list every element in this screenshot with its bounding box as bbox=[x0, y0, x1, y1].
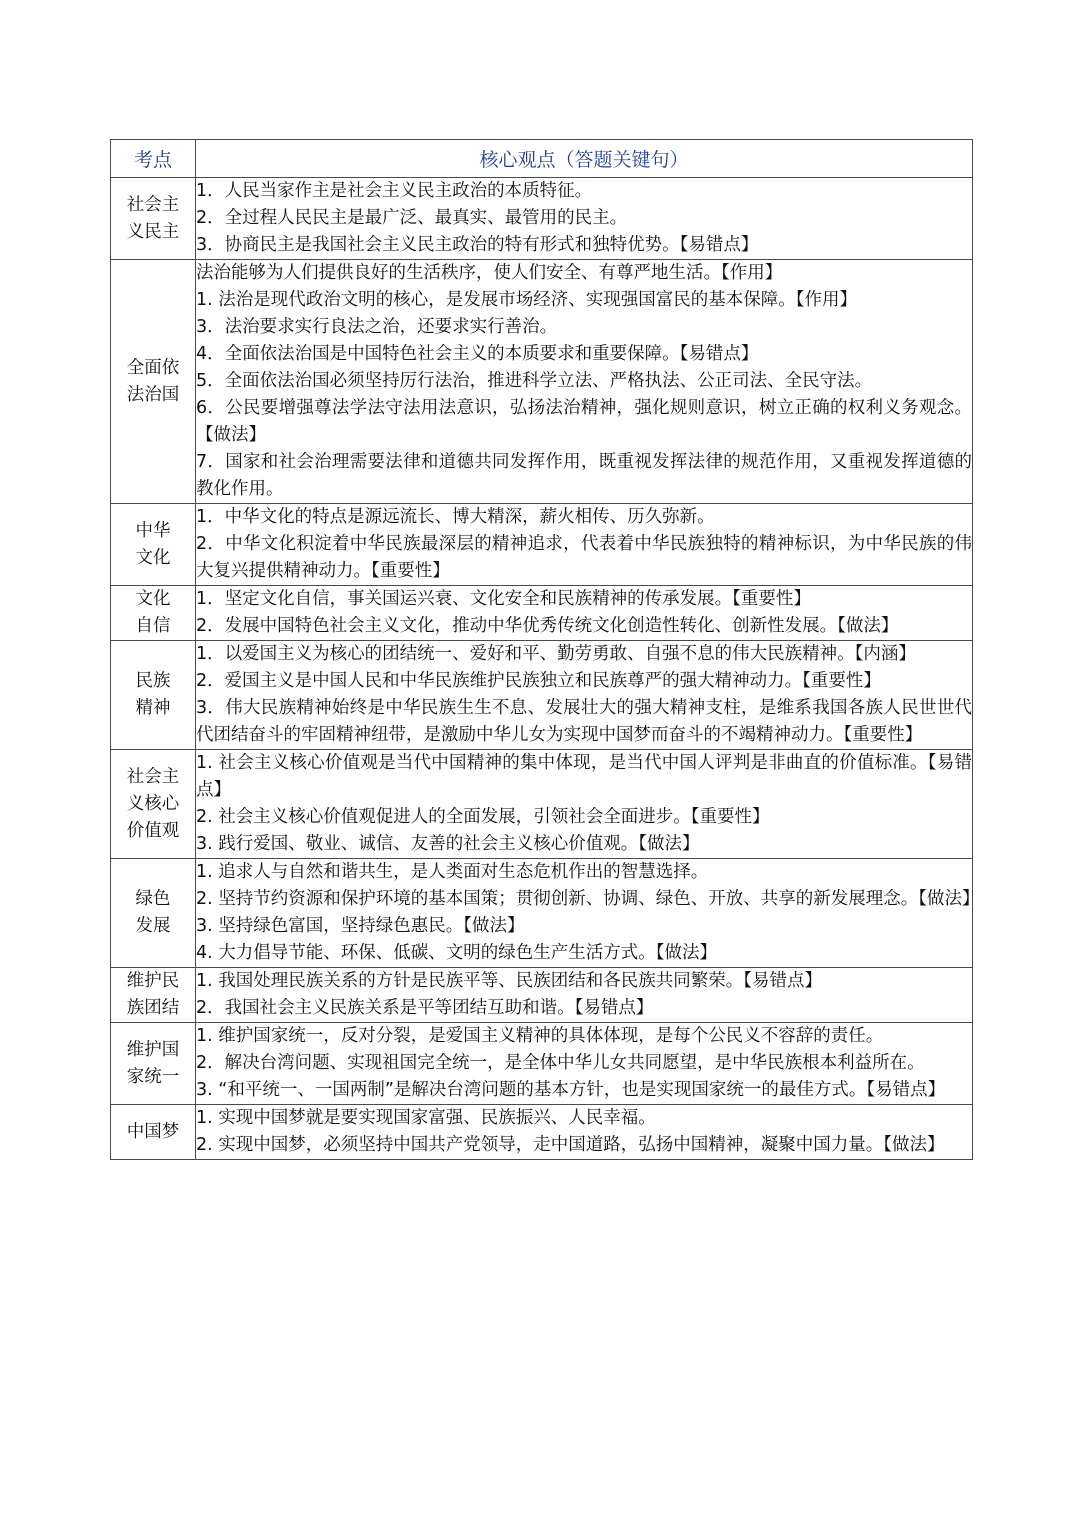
table-row bbox=[111, 586, 973, 641]
topic-cell bbox=[111, 1105, 196, 1160]
topic-cell bbox=[111, 504, 196, 586]
table-row bbox=[111, 750, 973, 859]
topic-label: 绿色 发展 bbox=[135, 889, 171, 936]
point-line: 2．解决台湾问题、实现祖国完全统一，是全体中华儿女共同愿望，是中华民族根本利益所在。 bbox=[196, 1053, 925, 1073]
point-line: 3. 践行爱国、敬业、诚信、友善的社会主义核心价值观。【做法】 bbox=[196, 834, 700, 854]
topic-label: 中国梦 bbox=[126, 1121, 180, 1142]
point-line: 2．中华文化积淀着中华民族最深层的精神追求，代表着中华民族独特的精神标识，为中华民族的伟大复兴提供精神动力。【重要性】 bbox=[196, 534, 972, 581]
table-row bbox=[111, 504, 973, 586]
point-line: 3．伟大民族精神始终是中华民族生生不息、发展壮大的强大精神支柱，是维系我国各族人民世世代代团结奋斗的牢固精神纽带，是激励中华儿女为实现中国梦而奋斗的不竭精神动力。【重要性】 bbox=[196, 698, 972, 745]
topic-label: 中华 文化 bbox=[135, 520, 171, 568]
point-line: 4．全面依法治国是中国特色社会主义的本质要求和重要保障。【易错点】 bbox=[196, 344, 759, 364]
topic-cell bbox=[111, 586, 196, 641]
points-cell bbox=[196, 1023, 973, 1105]
point-line: 4. 大力倡导节能、环保、低碳、文明的绿色生产生活方式。【做法】 bbox=[196, 943, 718, 963]
point-line: 1．人民当家作主是社会主义民主政治的本质特征。 bbox=[196, 181, 593, 201]
topic-label: 维护民 族团结 bbox=[126, 971, 180, 1018]
point-line: 2．全过程人民民主是最广泛、最真实、最管用的民主。 bbox=[196, 208, 628, 228]
table-row bbox=[111, 641, 973, 750]
point-line: 3．协商民主是我国社会主义民主政治的特有形式和独特优势。【易错点】 bbox=[196, 235, 759, 255]
topic-cell bbox=[111, 178, 196, 260]
point-line: 2．我国社会主义民族关系是平等团结互助和谐。【易错点】 bbox=[196, 998, 654, 1018]
points-cell bbox=[196, 586, 973, 641]
table-row bbox=[111, 859, 973, 968]
topic-label: 文化 自信 bbox=[135, 589, 171, 636]
table-header bbox=[111, 140, 973, 178]
point-line: 1．坚定文化自信，事关国运兴衰、文化安全和民族精神的传承发展。【重要性】 bbox=[196, 589, 811, 609]
point-line: 1. 我国处理民族关系的方针是民族平等、民族团结和各民族共同繁荣。【易错点】 bbox=[196, 971, 823, 991]
points-cell bbox=[196, 1105, 973, 1160]
topic-label: 民族 精神 bbox=[135, 671, 171, 718]
point-line: 1．以爱国主义为核心的团结统一、爱好和平、勤劳勇敢、自强不息的伟大民族精神。【内涵】 bbox=[196, 644, 916, 664]
point-line: 法治能够为人们提供良好的生活秩序，使人们安全、有尊严地生活。【作用】 bbox=[196, 263, 783, 283]
header-row bbox=[111, 140, 973, 178]
topic-cell bbox=[111, 260, 196, 504]
table-row bbox=[111, 1105, 973, 1160]
key-points-sheet bbox=[110, 139, 980, 1160]
point-line: 3．法治要求实行良法之治，还要求实行善治。 bbox=[196, 317, 558, 337]
point-line: 2．爱国主义是中国人民和中华民族维护民族独立和民族尊严的强大精神动力。【重要性】 bbox=[196, 671, 881, 691]
topic-label: 全面依 法治国 bbox=[126, 357, 180, 405]
topic-cell bbox=[111, 859, 196, 968]
key-points-table bbox=[110, 139, 980, 1160]
header-core-points: 核心观点（答题关键句） bbox=[196, 140, 973, 178]
point-line: 2. 坚持节约资源和保护环境的基本国策；贯彻创新、协调、绿色、开放、共享的新发展理念。【做法】 bbox=[196, 889, 980, 909]
points-cell bbox=[196, 260, 973, 504]
topic-label: 社会主 义核心 价值观 bbox=[126, 766, 180, 841]
topic-cell bbox=[111, 750, 196, 859]
point-line: 1. 实现中国梦就是要实现国家富强、民族振兴、人民幸福。 bbox=[196, 1108, 656, 1128]
point-line: 1. 维护国家统一，反对分裂，是爱国主义精神的具体体现，是每个公民义不容辞的责任。 bbox=[196, 1026, 884, 1046]
point-line: 2. 实现中国梦，必须坚持中国共产党领导，走中国道路，弘扬中国精神，凝聚中国力量。【做法】 bbox=[196, 1135, 945, 1155]
table-row bbox=[111, 1023, 973, 1105]
point-line: 1. 追求人与自然和谐共生，是人类面对生态危机作出的智慧选择。 bbox=[196, 862, 709, 882]
topic-cell bbox=[111, 1023, 196, 1105]
point-line: 1. 社会主义核心价值观是当代中国精神的集中体现，是当代中国人评判是非曲直的价值标准。【易错点】 bbox=[196, 753, 972, 800]
point-line: 5．全面依法治国必须坚持厉行法治，推进科学立法、严格执法、公正司法、全民守法。 bbox=[196, 371, 873, 391]
point-line: 3. 坚持绿色富国，坚持绿色惠民。【做法】 bbox=[196, 916, 525, 936]
point-line: 6．公民要增强尊法学法守法用法意识，弘扬法治精神，强化规则意识，树立正确的权利义务观念。【做法】 bbox=[196, 398, 972, 445]
points-cell bbox=[196, 750, 973, 859]
table-row bbox=[111, 968, 973, 1023]
point-line: 2．发展中国特色社会主义文化，推动中华优秀传统文化创造性转化、创新性发展。【做法】 bbox=[196, 616, 899, 636]
table-row bbox=[111, 178, 973, 260]
point-line: 2. 社会主义核心价值观促进人的全面发展，引领社会全面进步。【重要性】 bbox=[196, 807, 770, 827]
point-line: 3. “和平统一、一国两制”是解决台湾问题的基本方针，也是实现国家统一的最佳方式。【易错点】 bbox=[196, 1080, 946, 1100]
table-row bbox=[111, 260, 973, 504]
points-cell bbox=[196, 178, 973, 260]
topic-cell bbox=[111, 968, 196, 1023]
table-body bbox=[111, 178, 980, 1160]
header-topic: 考点 bbox=[111, 140, 196, 178]
topic-cell bbox=[111, 641, 196, 750]
points-cell bbox=[196, 641, 973, 750]
points-cell bbox=[196, 504, 973, 586]
point-line: 1. 法治是现代政治文明的核心，是发展市场经济、实现强国富民的基本保障。【作用】 bbox=[196, 290, 858, 310]
point-line: 1．中华文化的特点是源远流长、博大精深，薪火相传、历久弥新。 bbox=[196, 507, 715, 527]
points-cell bbox=[196, 859, 980, 968]
topic-label: 社会主 义民主 bbox=[126, 194, 180, 242]
points-cell bbox=[196, 968, 973, 1023]
point-line: 7．国家和社会治理需要法律和道德共同发挥作用，既重视发挥法律的规范作用，又重视发挥道德的教化作用。 bbox=[196, 452, 972, 499]
topic-label: 维护国 家统一 bbox=[126, 1039, 180, 1087]
